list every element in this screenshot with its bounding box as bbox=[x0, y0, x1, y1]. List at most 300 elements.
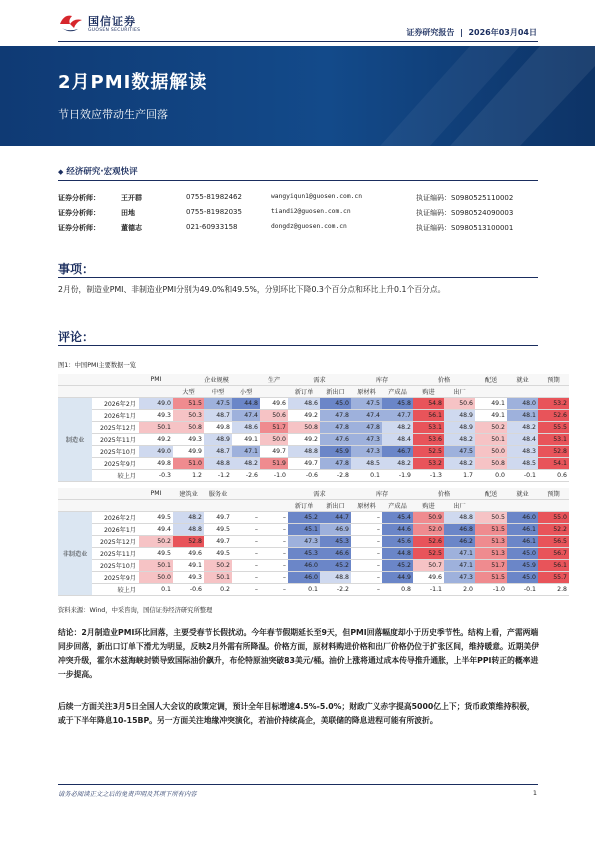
table-row bbox=[58, 458, 569, 470]
table-cell: – bbox=[351, 524, 382, 536]
table-cell: 51.0 bbox=[173, 458, 204, 470]
table-subheader-cell bbox=[232, 500, 260, 512]
table-subheader-cell: 购进 bbox=[413, 500, 444, 512]
table-subheader-cell bbox=[139, 386, 173, 398]
table-header-cell: 配送 bbox=[475, 374, 507, 386]
table-row-label: 2026年2月 bbox=[92, 398, 139, 410]
table-cell: 45.3 bbox=[288, 548, 320, 560]
table-header-cell: 服务业 bbox=[204, 488, 232, 500]
table-cell: 47.1 bbox=[444, 548, 475, 560]
table-cell: – bbox=[232, 548, 260, 560]
table-cell: 46.8 bbox=[444, 524, 475, 536]
table-header-cell: 价格 bbox=[413, 488, 475, 500]
table-cell: 51.3 bbox=[475, 548, 507, 560]
table-row-label: 2026年1月 bbox=[92, 524, 139, 536]
table-cell: 49.2 bbox=[288, 434, 320, 446]
header-divider bbox=[58, 41, 538, 42]
table-cell: 48.7 bbox=[204, 410, 232, 422]
table-cell: 49.3 bbox=[139, 410, 173, 422]
brand-name: 国信证券 bbox=[88, 15, 136, 28]
table-cell: 45.0 bbox=[320, 398, 351, 410]
table-cell: – bbox=[232, 572, 260, 584]
section-divider bbox=[58, 277, 538, 278]
table-cell: 50.8 bbox=[475, 458, 507, 470]
table-header-cell: 库存 bbox=[351, 488, 413, 500]
table-subheader-cell bbox=[475, 386, 507, 398]
table-cell: – bbox=[351, 572, 382, 584]
table-cell: -2.2 bbox=[320, 584, 351, 596]
report-type-date: 证券研究报告 | 2026年03月04日 bbox=[406, 28, 537, 37]
table-cell: 2.8 bbox=[538, 584, 569, 596]
page-header bbox=[0, 0, 595, 44]
table-cell: -2.8 bbox=[320, 470, 351, 482]
table-cell: 51.5 bbox=[475, 572, 507, 584]
table-cell: 49.0 bbox=[139, 398, 173, 410]
outlook-paragraph: 后续一方面关注3月5日全国人大会议的政策定调，预计全年目标增速4.5%-5.0%；财政广义赤字提高5000亿上下；货币政策维持积极，或于下半年降息10-15BP。另一方面关注地缘冲突演化，若油价持续高企，美联储的降息进程可能有所波折。 bbox=[58, 702, 535, 725]
table-cell: 45.2 bbox=[382, 560, 413, 572]
table-subheader-cell bbox=[538, 386, 569, 398]
table-cell: 45.0 bbox=[507, 572, 538, 584]
table-cell: 48.8 bbox=[204, 458, 232, 470]
title-banner bbox=[0, 46, 595, 146]
table-row-label: 2025年10月 bbox=[92, 446, 139, 458]
table-subheader-cell: 小型 bbox=[232, 386, 260, 398]
table-cell: 56.5 bbox=[538, 536, 569, 548]
table-cell: 48.9 bbox=[204, 434, 232, 446]
table-cell: 48.0 bbox=[507, 398, 538, 410]
table-cell: 50.2 bbox=[139, 536, 173, 548]
table-cell: 47.6 bbox=[320, 434, 351, 446]
table-row bbox=[58, 548, 569, 560]
table-cell: 50.5 bbox=[475, 512, 507, 524]
footer-disclaimer: 请务必阅读正文之后的免责声明及其项下所有内容 bbox=[58, 791, 197, 798]
table-cell: – bbox=[260, 572, 288, 584]
table-cell: 47.8 bbox=[320, 410, 351, 422]
table-row bbox=[58, 572, 569, 584]
table-cell: – bbox=[351, 536, 382, 548]
table-cell: 55.0 bbox=[538, 512, 569, 524]
table-cell: 50.8 bbox=[173, 422, 204, 434]
table-cell: – bbox=[232, 524, 260, 536]
table-cell: 52.0 bbox=[413, 524, 444, 536]
table-cell: -1.0 bbox=[260, 470, 288, 482]
table-cell: 48.4 bbox=[382, 434, 413, 446]
table-cell: 46.6 bbox=[320, 548, 351, 560]
table-row-label: 2025年11月 bbox=[92, 434, 139, 446]
table-header-cell: 预期 bbox=[538, 374, 569, 386]
table-cell: 48.2 bbox=[382, 458, 413, 470]
table-row bbox=[58, 560, 569, 572]
table-cell: 48.2 bbox=[173, 512, 204, 524]
table-cell: 49.3 bbox=[173, 572, 204, 584]
event-paragraph: 2月份，制造业PMI、非制造业PMI分别为49.0%和49.5%，分别环比下降0.3个百分点和环比上升0.1个百分点。 bbox=[58, 285, 446, 294]
table-cell: 50.6 bbox=[444, 398, 475, 410]
brand-name-en: GUOSEN SECURITIES bbox=[88, 28, 141, 33]
table-cell: 49.9 bbox=[173, 446, 204, 458]
table-cell: 44.7 bbox=[320, 512, 351, 524]
table-subheader-cell bbox=[507, 386, 538, 398]
table-cell: 50.1 bbox=[475, 434, 507, 446]
table-subheader-cell bbox=[475, 500, 507, 512]
table-cell: 53.1 bbox=[413, 422, 444, 434]
table-cell: 53.2 bbox=[413, 458, 444, 470]
table-header-cell: PMI bbox=[139, 374, 173, 386]
table-cell: 48.5 bbox=[351, 458, 382, 470]
table-header-cell: 库存 bbox=[351, 374, 413, 386]
table-cell: 49.8 bbox=[139, 458, 173, 470]
table-cell: 47.3 bbox=[444, 572, 475, 584]
table-cell: 47.5 bbox=[204, 398, 232, 410]
table-cell: 55.7 bbox=[538, 572, 569, 584]
table-cell: 49.7 bbox=[288, 458, 320, 470]
table-cell: 50.3 bbox=[173, 410, 204, 422]
table-row bbox=[58, 434, 569, 446]
table-row-label: 较上月 bbox=[92, 584, 139, 596]
table-row-label: 2025年12月 bbox=[92, 422, 139, 434]
table-cell: 49.6 bbox=[260, 398, 288, 410]
manufacturing-pmi-table bbox=[58, 374, 569, 482]
table-cell: 44.9 bbox=[382, 572, 413, 584]
report-category: ◆ 经济研究·宏观快评 bbox=[58, 167, 138, 177]
table-subheader-cell bbox=[260, 500, 288, 512]
table-cell: 52.5 bbox=[413, 548, 444, 560]
table-subheader-cell: 出厂 bbox=[444, 500, 475, 512]
table-cell: 45.9 bbox=[507, 560, 538, 572]
section-heading-comment: 评论： bbox=[58, 330, 95, 344]
table-cell: 49.5 bbox=[204, 524, 232, 536]
table-subheader-cell bbox=[139, 500, 173, 512]
figure-caption: 图1：中国PMI主要数据一览 bbox=[58, 362, 137, 369]
table-cell: 46.0 bbox=[288, 572, 320, 584]
table-subheader-cell bbox=[507, 500, 538, 512]
table-row bbox=[58, 584, 569, 596]
table-cell: -0.1 bbox=[507, 584, 538, 596]
table-cell: 48.5 bbox=[507, 458, 538, 470]
table-cell: 52.8 bbox=[538, 446, 569, 458]
table-row bbox=[58, 524, 569, 536]
table-cell: – bbox=[232, 536, 260, 548]
table-cell: – bbox=[260, 584, 288, 596]
table-subheader-cell: 新出口 bbox=[320, 386, 351, 398]
table-header-cell bbox=[232, 488, 288, 500]
table-cell: 48.6 bbox=[288, 398, 320, 410]
table-cell: 55.5 bbox=[538, 422, 569, 434]
table-cell: 52.8 bbox=[173, 536, 204, 548]
table-cell: 48.8 bbox=[444, 512, 475, 524]
non-manufacturing-pmi-table bbox=[58, 488, 569, 596]
table-header-cell: 需求 bbox=[288, 374, 351, 386]
table-cell: 50.1 bbox=[139, 560, 173, 572]
table-cell: 45.9 bbox=[320, 446, 351, 458]
table-cell: – bbox=[351, 512, 382, 524]
table-cell: 49.7 bbox=[204, 536, 232, 548]
table-cell: 48.4 bbox=[507, 434, 538, 446]
table-cell: 50.7 bbox=[413, 560, 444, 572]
table-cell: 48.2 bbox=[444, 458, 475, 470]
table-cell: – bbox=[232, 512, 260, 524]
table-cell: 49.4 bbox=[139, 524, 173, 536]
table-cell: -1.3 bbox=[413, 470, 444, 482]
table-cell: -0.1 bbox=[507, 470, 538, 482]
table-cell: 45.6 bbox=[382, 536, 413, 548]
banner-decoration bbox=[0, 46, 595, 146]
diamond-icon: ◆ bbox=[58, 168, 64, 176]
table-cell: 54.8 bbox=[413, 398, 444, 410]
table-row-label: 2025年12月 bbox=[92, 536, 139, 548]
table-subheader-cell bbox=[173, 500, 204, 512]
table-cell: 53.2 bbox=[538, 398, 569, 410]
table-cell: 51.5 bbox=[475, 524, 507, 536]
analyst-row: 证券分析师： 田地 0755-81982035 tiandi2@guosen.com.cn 执证编码：S0980524090003 bbox=[58, 208, 514, 217]
table-cell: 46.0 bbox=[288, 560, 320, 572]
table-cell: 47.1 bbox=[444, 560, 475, 572]
table-cell: 51.7 bbox=[260, 422, 288, 434]
table-cell: 46.1 bbox=[507, 524, 538, 536]
table-cell: 50.8 bbox=[288, 422, 320, 434]
table-subheader-cell bbox=[260, 386, 288, 398]
table-row-label: 较上月 bbox=[92, 470, 139, 482]
table-row bbox=[58, 536, 569, 548]
table-cell: -2.6 bbox=[232, 470, 260, 482]
table-subheader-cell: 购进 bbox=[413, 386, 444, 398]
table-row bbox=[58, 410, 569, 422]
table-cell: 47.8 bbox=[351, 422, 382, 434]
table-cell: 45.2 bbox=[288, 512, 320, 524]
table-cell: -1.2 bbox=[204, 470, 232, 482]
table-cell: 56.1 bbox=[413, 410, 444, 422]
table-cell: – bbox=[260, 536, 288, 548]
table-cell: -1.0 bbox=[475, 584, 507, 596]
table-cell: 0.6 bbox=[538, 470, 569, 482]
table-cell: 48.9 bbox=[444, 410, 475, 422]
table-cell: 48.8 bbox=[288, 446, 320, 458]
table-cell: 51.9 bbox=[260, 458, 288, 470]
table-header-cell: 企业规模 bbox=[173, 374, 260, 386]
table-cell: 48.3 bbox=[507, 446, 538, 458]
table-cell: 0.1 bbox=[288, 584, 320, 596]
table-subheader-cell: 产成品 bbox=[382, 386, 413, 398]
table-cell: 50.0 bbox=[139, 572, 173, 584]
table-cell: 0.2 bbox=[204, 584, 232, 596]
table-cell: 51.5 bbox=[173, 398, 204, 410]
table-cell: 0.1 bbox=[351, 470, 382, 482]
table-cell: 46.7 bbox=[382, 446, 413, 458]
report-subtitle: 节日效应带动生产回落 bbox=[58, 108, 168, 121]
table-subheader-cell bbox=[538, 500, 569, 512]
table-cell: 47.4 bbox=[232, 410, 260, 422]
conclusion-paragraph: 结论：2月制造业PMI环比回落，主要受春节长假扰动。今年春节假期延长至9天，但PMI回落幅度却小于历史季节性。结构上看，产需两端同步回落，新出口订单下滑尤为明显，反映2月外需有所降温。价格方面，原材料购进价格和出厂价格仍位于扩张区间，维持暖意。近期美伊冲突升级，霍尔木兹海峡封锁导致国际油价飙升，布伦特原油突破83美元/桶。油价上涨将通过成本传导推升通胀，上半年PPI转正的概率进一步提高。 bbox=[58, 628, 540, 679]
table-subheader-cell: 原材料 bbox=[351, 386, 382, 398]
table-cell: 49.1 bbox=[475, 410, 507, 422]
table-cell: 47.3 bbox=[288, 536, 320, 548]
table-cell: 49.5 bbox=[139, 512, 173, 524]
table-cell: 52.2 bbox=[538, 524, 569, 536]
table-header-cell: 生产 bbox=[260, 374, 288, 386]
table-cell: 47.4 bbox=[351, 410, 382, 422]
table-cell: 46.0 bbox=[507, 512, 538, 524]
table-cell: 45.4 bbox=[382, 512, 413, 524]
table-cell: 49.5 bbox=[139, 548, 173, 560]
table-row-label: 2026年1月 bbox=[92, 410, 139, 422]
table-cell: – bbox=[232, 560, 260, 572]
table-subheader-cell: 新出口 bbox=[320, 500, 351, 512]
table-header-cell: 就业 bbox=[507, 488, 538, 500]
table-row bbox=[58, 470, 569, 482]
table-header-cell: 需求 bbox=[288, 488, 351, 500]
table-cell: – bbox=[351, 560, 382, 572]
table-cell: 50.1 bbox=[204, 572, 232, 584]
table-cell: 47.3 bbox=[351, 446, 382, 458]
table-cell: 0.0 bbox=[475, 470, 507, 482]
table-cell: 49.1 bbox=[232, 434, 260, 446]
table-cell: 44.8 bbox=[382, 548, 413, 560]
table-cell: 47.3 bbox=[351, 434, 382, 446]
table-cell: 46.1 bbox=[507, 536, 538, 548]
table-row bbox=[58, 398, 569, 410]
table-cell: 50.0 bbox=[475, 446, 507, 458]
table-header-cell: 就业 bbox=[507, 374, 538, 386]
table-row bbox=[58, 512, 569, 524]
table-cell: 51.3 bbox=[475, 536, 507, 548]
table-cell: 48.2 bbox=[382, 422, 413, 434]
table-cell: 45.2 bbox=[320, 560, 351, 572]
table-cell: 47.8 bbox=[320, 458, 351, 470]
table-cell: 44.8 bbox=[232, 398, 260, 410]
table-cell: – bbox=[351, 584, 382, 596]
table-cell: 47.5 bbox=[351, 398, 382, 410]
table-cell: 50.0 bbox=[260, 434, 288, 446]
table-cell: – bbox=[260, 512, 288, 524]
table-cell: 48.1 bbox=[507, 410, 538, 422]
report-title: 2月PMI数据解读 bbox=[58, 72, 208, 93]
table-subheader-cell: 新订单 bbox=[288, 386, 320, 398]
section-divider bbox=[58, 345, 538, 346]
table-cell: 45.1 bbox=[288, 524, 320, 536]
table-cell: 44.6 bbox=[382, 524, 413, 536]
table-cell: 48.7 bbox=[204, 446, 232, 458]
table-cell: – bbox=[260, 560, 288, 572]
table-cell: 49.1 bbox=[475, 398, 507, 410]
analyst-row: 证券分析师： 王开群 0755-81982462 wangyiqun1@guosen.com.cn 执证编码：S0980525110002 bbox=[58, 193, 514, 202]
table-subheader-cell bbox=[204, 500, 232, 512]
table-cell: 47.5 bbox=[444, 446, 475, 458]
table-cell: -0.3 bbox=[139, 470, 173, 482]
guosen-logo-icon bbox=[58, 12, 84, 34]
table-cell: 45.8 bbox=[382, 398, 413, 410]
table-cell: 49.5 bbox=[204, 548, 232, 560]
table-cell: – bbox=[260, 524, 288, 536]
table-cell: 1.2 bbox=[173, 470, 204, 482]
table-row-label: 2025年11月 bbox=[92, 548, 139, 560]
table-cell: 48.8 bbox=[173, 524, 204, 536]
table-cell: 48.6 bbox=[232, 422, 260, 434]
table-cell: 53.6 bbox=[413, 434, 444, 446]
table-cell: 47.7 bbox=[382, 410, 413, 422]
table-cell: – bbox=[351, 548, 382, 560]
table-subheader-cell: 产成品 bbox=[382, 500, 413, 512]
table-cell: 1.7 bbox=[444, 470, 475, 482]
table-row bbox=[58, 422, 569, 434]
table-cell: 48.8 bbox=[320, 572, 351, 584]
table-cell: -1.1 bbox=[413, 584, 444, 596]
table-cell: 50.2 bbox=[204, 560, 232, 572]
table-subheader-cell: 原材料 bbox=[351, 500, 382, 512]
table-cell: -1.9 bbox=[382, 470, 413, 482]
table-cell: 49.7 bbox=[260, 446, 288, 458]
table-cell: 48.2 bbox=[507, 422, 538, 434]
table-cell: 47.1 bbox=[232, 446, 260, 458]
table-cell: 50.2 bbox=[475, 422, 507, 434]
table-cell: 0.1 bbox=[139, 584, 173, 596]
table-cell: 53.1 bbox=[538, 434, 569, 446]
table-cell: 45.0 bbox=[507, 548, 538, 560]
table-cell: 0.8 bbox=[382, 584, 413, 596]
table-cell: 54.1 bbox=[538, 458, 569, 470]
table-cell: 48.2 bbox=[232, 458, 260, 470]
table-header-cell: 价格 bbox=[413, 374, 475, 386]
table-subheader-cell: 出厂 bbox=[444, 386, 475, 398]
table-row bbox=[58, 446, 569, 458]
section-heading-event: 事项： bbox=[58, 262, 95, 276]
table-subheader-cell: 大型 bbox=[173, 386, 204, 398]
page-number: 1 bbox=[532, 789, 537, 797]
analyst-row: 证券分析师： 董德志 021-60933158 dongdz@guosen.com.cn 执证编码：S0980513100001 bbox=[58, 223, 514, 232]
table-cell: 48.9 bbox=[444, 422, 475, 434]
table-cell: 52.6 bbox=[413, 536, 444, 548]
table-cell: 56.1 bbox=[538, 560, 569, 572]
table-cell: 2.0 bbox=[444, 584, 475, 596]
table-row-label: 2026年2月 bbox=[92, 512, 139, 524]
table-cell: 47.8 bbox=[320, 422, 351, 434]
table-cell: 48.2 bbox=[444, 434, 475, 446]
table-cell: 49.2 bbox=[288, 410, 320, 422]
table-cell: 49.3 bbox=[173, 434, 204, 446]
table-header-cell: 配送 bbox=[475, 488, 507, 500]
table-row-label: 2025年9月 bbox=[92, 572, 139, 584]
table-cell: 49.7 bbox=[204, 512, 232, 524]
table-cell: 52.5 bbox=[413, 446, 444, 458]
table-header-cell: 建筑业 bbox=[173, 488, 204, 500]
table-cell: 50.1 bbox=[139, 422, 173, 434]
table-cell: 50.6 bbox=[260, 410, 288, 422]
table-header-cell: PMI bbox=[139, 488, 173, 500]
table-cell: -0.6 bbox=[173, 584, 204, 596]
table-cell: 49.1 bbox=[173, 560, 204, 572]
table-group-label: 非制造业 bbox=[58, 512, 92, 596]
table-cell: 50.9 bbox=[413, 512, 444, 524]
table-cell: 46.9 bbox=[320, 524, 351, 536]
table-header-cell: 预期 bbox=[538, 488, 569, 500]
table-cell: 49.0 bbox=[139, 446, 173, 458]
table-group-label: 制造业 bbox=[58, 398, 92, 482]
table-cell: 49.8 bbox=[204, 422, 232, 434]
figure-source: 资料来源：Wind，中采咨询，国信证券经济研究所整理 bbox=[58, 607, 213, 614]
table-cell: 56.7 bbox=[538, 548, 569, 560]
analyst-divider bbox=[58, 180, 538, 181]
table-row-label: 2025年9月 bbox=[92, 458, 139, 470]
table-cell: – bbox=[232, 584, 260, 596]
table-cell: -0.6 bbox=[288, 470, 320, 482]
table-row-label: 2025年10月 bbox=[92, 560, 139, 572]
table-cell: – bbox=[260, 548, 288, 560]
table-cell: 49.6 bbox=[173, 548, 204, 560]
footer-divider bbox=[58, 784, 538, 785]
table-cell: 46.2 bbox=[444, 536, 475, 548]
table-subheader-cell: 中型 bbox=[204, 386, 232, 398]
table-cell: 49.6 bbox=[413, 572, 444, 584]
table-cell: 45.3 bbox=[320, 536, 351, 548]
table-cell: 52.6 bbox=[538, 410, 569, 422]
